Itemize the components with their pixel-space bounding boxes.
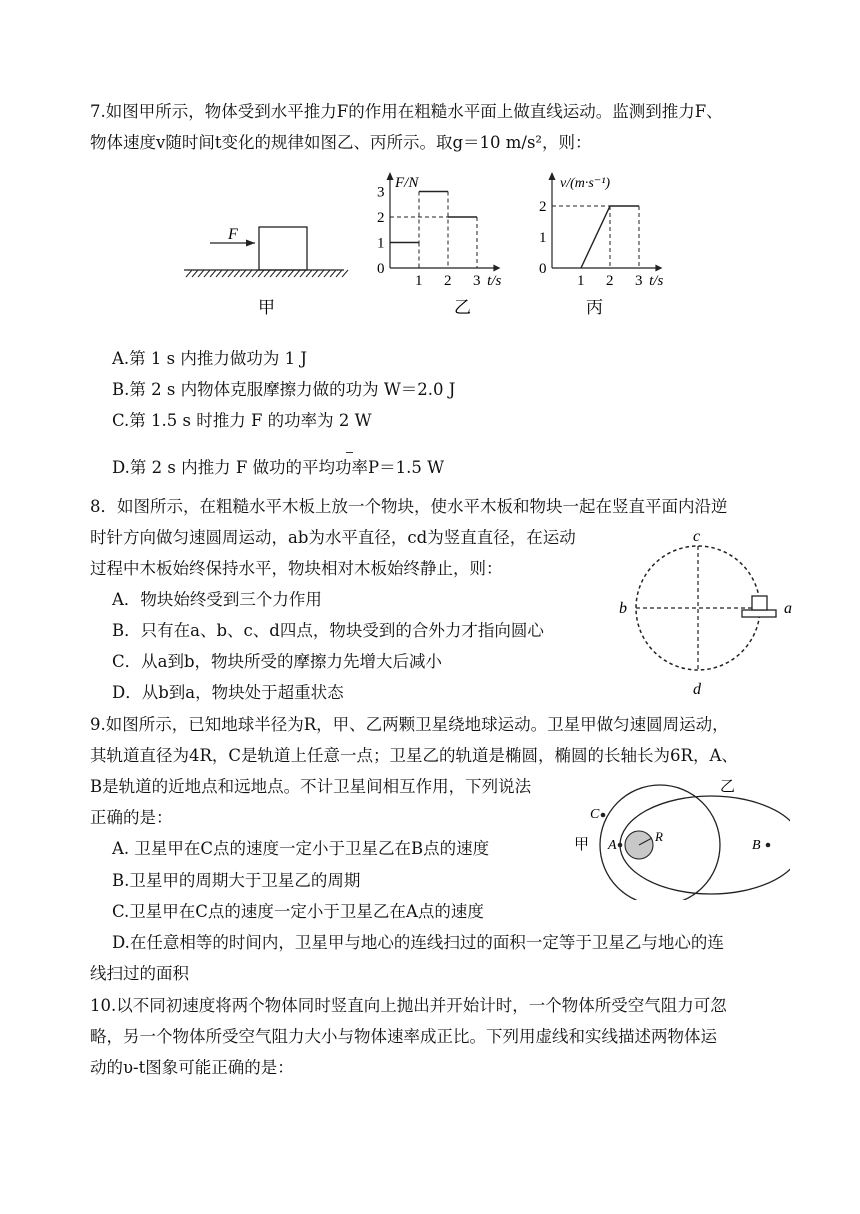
q8-option-d: D．从b到a，物块处于超重状态 xyxy=(112,683,344,702)
label-jia: 甲 xyxy=(574,837,590,853)
bing-caption: 丙 xyxy=(586,298,603,317)
yi-caption: 乙 xyxy=(454,298,471,317)
label-b: B xyxy=(752,838,761,853)
x-tick-label: 1 xyxy=(415,273,423,289)
q8-stem-line2: 时针方向做匀速圆周运动，ab为水平直径，cd为竖直直径，在运动 xyxy=(90,528,576,547)
x-tick-label: 3 xyxy=(473,273,481,289)
label-yi: 乙 xyxy=(720,779,736,795)
q7-chart-yi xyxy=(368,170,528,320)
q9-option-d-cont: 线扫过的面积 xyxy=(90,964,189,983)
q9-option-b: B.卫星甲的周期大于卫星乙的周期 xyxy=(112,871,361,890)
y-tick-label: 1 xyxy=(539,230,547,246)
q9-stem-line1: 9.如图所示，已知地球半径为R，甲、乙两颗卫星绕地球运动。卫星甲做匀速圆周运动， xyxy=(90,715,729,734)
q7-option-c: C.第 1.5 s 时推力 F 的功率为 2 W xyxy=(112,411,372,430)
x-tick-label: 3 xyxy=(635,273,643,289)
jia-caption: 甲 xyxy=(258,298,275,317)
q8-stem-line1: 8．如图所示，在粗糙水平木板上放一个物块，使水平木板和物块一起在竖直平面内沿逆 xyxy=(90,497,728,516)
x-tick-label: 1 xyxy=(577,273,585,289)
y-tick-label: 3 xyxy=(377,184,385,201)
q7-option-d: D.第 2 s 内推力 F 做功的平均功率P＝1.5 W xyxy=(112,458,445,477)
q9-orbit-figure xyxy=(570,770,790,900)
label-d: d xyxy=(693,681,701,698)
y-tick-label: 2 xyxy=(377,210,385,226)
x-axis-label: t/s xyxy=(649,273,664,289)
q10-stem-line2: 略，另一个物体所受空气阻力大小与物体速率成正比。下列用虚线和实线描述两物体运 xyxy=(90,1027,717,1046)
q7-stem-line1: 7.如图甲所示，物体受到水平推力F的作用在粗糙水平面上做直线运动。监测到推力F、 xyxy=(90,102,723,121)
y-tick-label: 2 xyxy=(539,199,547,215)
label-a: a xyxy=(784,600,792,617)
y-tick-label: 1 xyxy=(377,235,385,252)
label-c: c xyxy=(693,528,701,545)
q7-figure-jia xyxy=(180,215,350,325)
y-axis-arrow xyxy=(387,172,394,180)
q10-stem-line3: 动的υ-t图象可能正确的是： xyxy=(90,1058,294,1077)
label-b: b xyxy=(619,600,627,617)
q9-option-c: C.卫星甲在C点的速度一定小于卫星乙在A点的速度 xyxy=(112,902,484,921)
q8-stem-line3: 过程中木板始终保持水平，物块相对木板始终静止，则： xyxy=(90,559,503,578)
q9-option-d: D.在任意相等的时间内，卫星甲与地心的连线扫过的面积一定等于卫星乙与地心的连 xyxy=(112,933,724,952)
jia-force-label: F xyxy=(228,226,238,243)
x-axis-arrow xyxy=(493,265,500,272)
q7-option-b: B.第 2 s 内物体克服摩擦力做的功为 W＝2.0 J xyxy=(112,380,456,399)
q7-option-a: A.第 1 s 内推力做功为 1 J xyxy=(112,349,307,368)
q8-option-c: C．从a到b，物块所受的摩擦力先增大后减小 xyxy=(112,652,443,671)
label-a: A xyxy=(608,838,617,853)
q9-option-a: A. 卫星甲在C点的速度一定小于卫星乙在B点的速度 xyxy=(112,839,490,858)
y-tick-label: 0 xyxy=(377,261,385,277)
q10-stem-line1: 10.以不同初速度将两个物体同时竖直向上抛出并开始计时，一个物体所受空气阻力可忽 xyxy=(90,996,727,1015)
x-axis-arrow xyxy=(655,265,662,272)
q7-stem-line2: 物体速度v随时间t变化的规律如图乙、丙所示。取g＝10 m/s²，则： xyxy=(90,133,592,152)
q9-stem-line3: B是轨道的近地点和远地点。不计卫星间相互作用，下列说法 xyxy=(90,777,532,796)
x-tick-label: 2 xyxy=(444,273,452,289)
q9-stem-line4: 正确的是： xyxy=(90,808,173,827)
y-axis-arrow xyxy=(549,172,556,180)
q8-option-b: B．只有在a、b、c、d四点，物块受到的合外力才指向圆心 xyxy=(112,621,544,640)
y-tick-label: 0 xyxy=(539,261,547,277)
label-r: R xyxy=(655,829,663,844)
y-axis-label: v/(m·s⁻¹) xyxy=(560,176,611,191)
q8-option-a: A．物块始终受到三个力作用 xyxy=(112,590,322,609)
y-axis-label: F/N xyxy=(395,175,419,191)
q7-chart-bing xyxy=(530,170,690,320)
q8-circle-figure xyxy=(610,522,810,702)
x-tick-label: 2 xyxy=(606,273,614,289)
x-axis-label: t/s xyxy=(487,273,502,289)
p-bar-mark xyxy=(346,452,353,453)
label-c: C xyxy=(590,807,600,822)
q9-stem-line2: 其轨道直径为4R，C是轨道上任意一点；卫星乙的轨道是椭圆，椭圆的长轴长为6R，A、 xyxy=(90,746,738,765)
